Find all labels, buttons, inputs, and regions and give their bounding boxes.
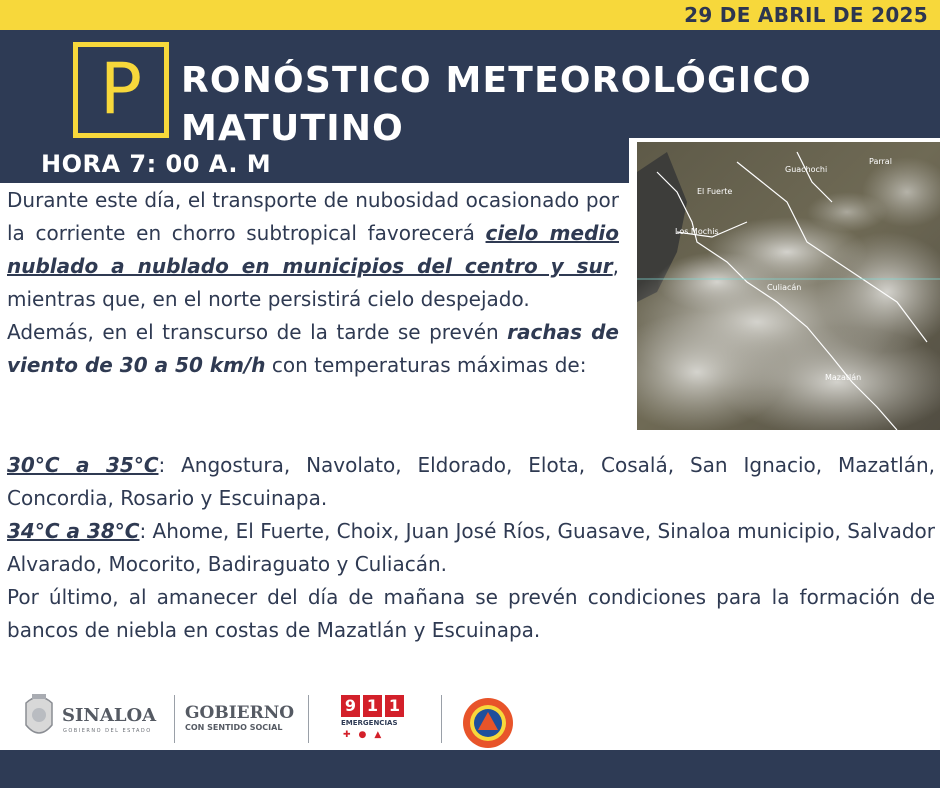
temperature-range-2	[7, 515, 935, 581]
map-label-los-mochis: Los Mochis	[675, 227, 719, 236]
divider	[441, 695, 442, 743]
e911-digit: 1	[363, 695, 382, 717]
temperature-range-2-places: : Ahome, El Fuerte, Choix, Juan José Ríos, Guasave, Sinaloa municipio, Salvador Alvarado, Mocorito, Badiraguato y Culiacán.	[7, 519, 936, 576]
divider	[308, 695, 309, 743]
paragraph-cloud-emphasis: cielo medio nublado a nublado en municipios del centro y sur	[7, 221, 619, 278]
map-label-el-fuerte: El Fuerte	[697, 187, 733, 196]
e911-digit: 1	[385, 695, 404, 717]
closing-paragraph: Por último, al amanecer del día de mañana se prevén condiciones para la formación de bancos de niebla en costas de Mazatlán y Escuinapa.	[7, 585, 935, 642]
map-label-culiacan: Culiacán	[767, 283, 802, 292]
bottom-bar	[0, 750, 940, 788]
paragraph-cloud-text-1: Durante este día, el transporte de nubosidad ocasionado por la corriente en chorro subtropical favorecerá	[7, 188, 619, 245]
temperature-range-1-value: 30°C a 35°C	[7, 453, 159, 477]
emergency-icons: ✚●▲	[343, 730, 390, 740]
sinaloa-logo-text: SINALOA	[62, 705, 157, 726]
map-label-mazatlan: Mazatlán	[825, 373, 862, 382]
map-label-guachochi: Guachochi	[785, 165, 828, 174]
map-label-parral: Parral	[869, 157, 892, 166]
temperature-range-2-value: 34°C a 38°C	[7, 519, 140, 543]
title-line-1: RONÓSTICO METEOROLÓGICO	[181, 60, 812, 101]
paragraph-wind-text-1: Además, en el transcurso de la tarde se prevén	[7, 320, 508, 344]
time-label: HORA 7: 00 A. M	[41, 150, 272, 178]
title-initial-box	[73, 42, 169, 138]
gobierno-logo-text: GOBIERNO	[185, 703, 295, 723]
e911-digit: 9	[341, 695, 360, 717]
date-bar	[0, 0, 940, 30]
sinaloa-logo-subtext: GOBIERNO DEL ESTADO	[63, 728, 152, 734]
paragraph-wind-emphasis: rachas de viento de 30 a 50 km/h	[7, 320, 620, 377]
sinaloa-shield-icon	[22, 691, 56, 743]
paragraph-wind-text-2: con temperaturas máximas de:	[265, 353, 587, 377]
title-line-2: MATUTINO	[181, 108, 404, 149]
emergency-label: EMERGENCIAS	[341, 719, 398, 727]
paragraph-cloud-text-2: , mientras que, en el norte persistirá cielo despejado.	[7, 254, 619, 311]
temperature-range-1-places: : Angostura, Navolato, Eldorado, Elota, Cosalá, San Ignacio, Mazatlán, Concordia, Rosario y Escuinapa.	[7, 453, 935, 510]
satellite-image	[629, 138, 940, 430]
title-initial: P	[99, 48, 143, 130]
footer-logos	[0, 685, 940, 750]
gobierno-logo-subtext: CON SENTIDO SOCIAL	[185, 723, 283, 732]
temperature-range-1	[7, 449, 935, 515]
emergency-911-logo	[341, 695, 404, 717]
divider	[174, 695, 175, 743]
civil-protection-badge-icon	[462, 697, 514, 749]
paragraph-cloud-forecast	[7, 184, 619, 382]
satellite-map	[637, 142, 940, 430]
date-label: 29 DE ABRIL DE 2025	[684, 3, 928, 27]
